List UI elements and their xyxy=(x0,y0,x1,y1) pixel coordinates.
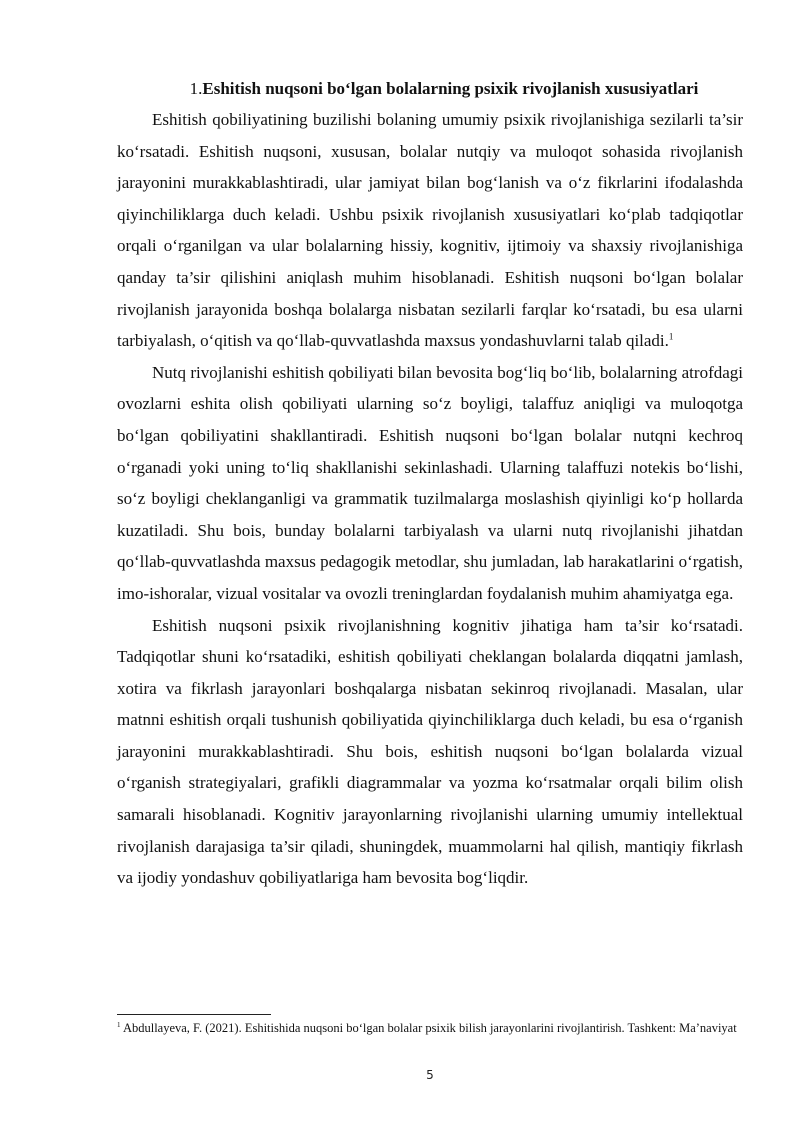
footnote-marker: 1 xyxy=(117,1020,121,1029)
footnote-separator xyxy=(117,1014,271,1015)
page-number: 5 xyxy=(426,1068,434,1082)
document-body xyxy=(117,74,743,894)
paragraph-1-text: Eshitish qobiliyatining buzilishi bolaning umumiy psixik rivojlanishiga sezilarli ta’sir ko‘rsatadi. Eshitish nuqsoni, xususan, bolalar nutqiy va muloqot sohasida rivojlanish jarayonini murakkablashtiradi, ular jamiyat bilan bog‘lanish va o‘z fikrlarini ifodalashda qiyinchiliklarga duch keladi. Ushbu psixik rivojlanish xususiyatlari ko‘plab tadqiqotlar orqali o‘rganilgan va ular bolalarning hissiy, kognitiv, ijtimoiy va shaxsiy rivojlanishiga qanday ta’sir qilishini aniqlash muhim hisoblanadi. Eshitish nuqsoni bo‘lgan bolalar rivojlanish jarayonida boshqa bolalarga nisbatan sezilarli farqlar ko‘rsatadi, bu esa ularni tarbiyalash, o‘qitish va qo‘llab-quvvatlashda maxsus yondashuvlarni talab qiladi. xyxy=(117,110,743,351)
paragraph-3-text: Eshitish nuqsoni psixik rivojlanishning kognitiv jihatiga ham ta’sir ko‘rsatadi. Tadqiqotlar shuni ko‘rsatadiki, eshitish qobiliyati cheklangan bolalarda diqqatni jamlash, xotira va fikrlash jarayonlari boshqalarga nisbatan sekinroq rivojlanadi. Masalan, ular matnni eshitish orqali tushunish qobiliyatida qiyinchiliklarga duch keladi, bu esa o‘rganish jarayonini murakkablashtiradi. Shu bois, eshitish nuqsoni bo‘lgan bolalarda vizual o‘rganish strategiyalari, grafikli diagrammalar va yozma ko‘rsatmalar orqali bilim olish samarali hisoblanadi. Kognitiv jarayonlarning rivojlanishi ularning umumiy intellektual rivojlanish darajasiga ta’sir qiladi, shuningdek, muammolarni hal qilish, mantiqiy fikrlash va ijodiy yondashuv qobiliyatlariga ham bevosita bog‘liqdir. xyxy=(117,615,743,888)
footnote xyxy=(117,1020,743,1037)
section-number: 1. xyxy=(189,79,203,98)
footnote-reference[interactable]: 1 xyxy=(668,331,674,342)
paragraph-1 xyxy=(117,104,743,357)
footnote-text: Abdullayeva, F. (2021). Eshitishida nuqsoni bo‘lgan bolalar psixik bilish jarayonlarini rivojlantirish. Tashkent: Ma’naviyat xyxy=(122,1021,737,1035)
paragraph-3 xyxy=(117,610,743,894)
section-title: Eshitish nuqsoni bo‘lgan bolalarning psixik rivojlanish xususiyatlari xyxy=(202,79,699,98)
paragraph-2 xyxy=(117,357,743,610)
paragraph-2-text: Nutq rivojlanishi eshitish qobiliyati bilan bevosita bog‘liq bo‘lib, bolalarning atrofdagi ovozlarni eshita olish qobiliyati ularning so‘z boyligi, talaffuz aniqligi va muloqotga bo‘lgan qobiliyatini shakllantiradi. Eshitish nuqsoni bo‘lgan bolalar nutqni kechroq o‘rganadi yoki uning to‘liq shakllanishi sekinlashadi. Ularning talaffuzi notekis bo‘lishi, so‘z boyligi cheklanganligi va grammatik tuzilmalarga moslashish qiyinligi ko‘p hollarda kuzatiladi. Shu bois, bunday bolalarni tarbiyalash va ularni nutq rivojlanishi jihatdan qo‘llab-quvvatlashda maxsus pedagogik metodlar, shu jumladan, lab harakatlarini o‘rgatish, imo-ishoralar, vizual vositalar va ovozli treninglardan foydalanish muhim ahamiyatga ega. xyxy=(117,362,743,603)
section-heading xyxy=(117,74,743,104)
